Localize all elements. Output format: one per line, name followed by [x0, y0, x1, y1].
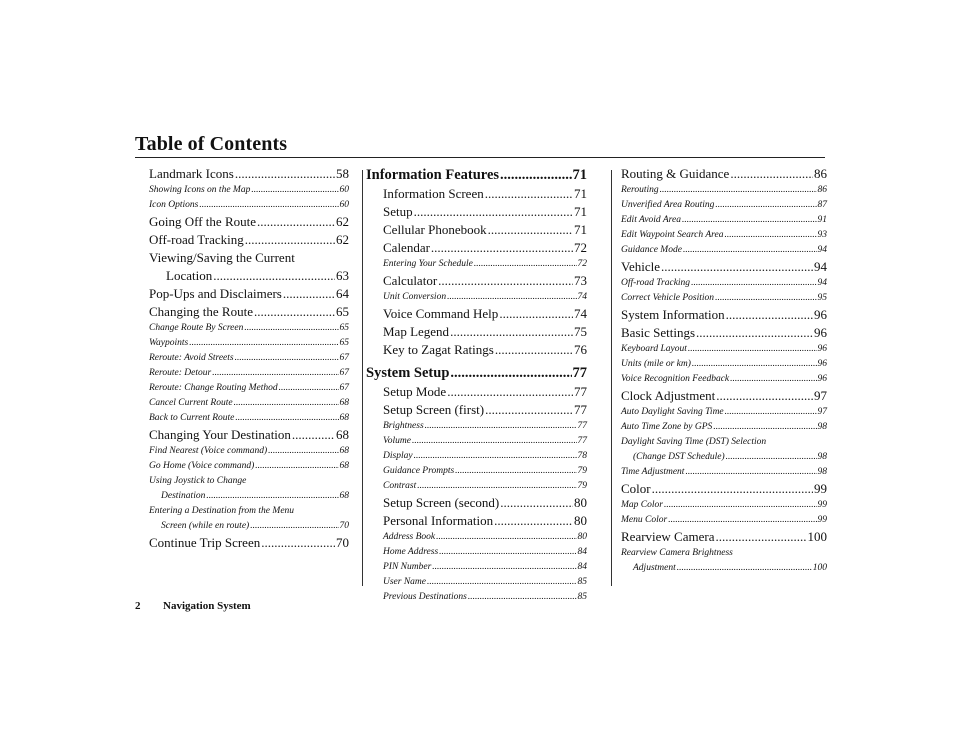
toc-subentry[interactable]: User Name ..... 85 [371, 575, 587, 590]
toc-entry[interactable]: Map Legend ..... 75 [371, 323, 587, 341]
toc-subentry[interactable]: Showing Icons on the Map ..... 60 [149, 183, 349, 198]
toc-subentry[interactable]: Go Home (Voice command) ..... 68 [149, 459, 349, 474]
toc-entry[interactable]: Cellular Phonebook ..... 71 [371, 221, 587, 239]
toc-entry[interactable]: Setup ..... 71 [371, 203, 587, 221]
toc-entry[interactable]: Landmark Icons ..... 58 [149, 165, 349, 183]
toc-subentry[interactable]: Units (mile or km) ..... 96 [621, 357, 827, 372]
toc-subentry[interactable]: Back to Current Route ..... 68 [149, 411, 349, 426]
toc-subentry[interactable]: Home Address ..... 84 [371, 545, 587, 560]
page-footer [135, 600, 251, 612]
toc-entry[interactable]: Voice Command Help ..... 74 [371, 305, 587, 323]
toc-subentry[interactable]: Reroute: Change Routing Method ..... 67 [149, 381, 349, 396]
toc-subentry[interactable]: Auto Time Zone by GPS ..... 98 [621, 420, 827, 435]
toc-subentry[interactable]: Edit Waypoint Search Area ..... 93 [621, 228, 827, 243]
toc-section-body [371, 185, 587, 359]
toc-entry[interactable]: Clock Adjustment ..... 97 [621, 387, 827, 405]
toc-subentry[interactable]: Cancel Current Route ..... 68 [149, 396, 349, 411]
page-title: Table of Contents [135, 133, 288, 155]
toc-entry[interactable]: Key to Zagat Ratings ..... 76 [371, 341, 587, 359]
toc-entry[interactable]: Changing Your Destination ..... 68 [149, 426, 349, 444]
toc-subentry[interactable]: Waypoints ..... 65 [149, 336, 349, 351]
toc-subentry[interactable]: Daylight Saving Time (DST) Selection [621, 437, 767, 447]
toc-subentry[interactable]: Unit Conversion ..... 74 [371, 290, 587, 305]
toc-subentry[interactable]: Unverified Area Routing ..... 87 [621, 198, 827, 213]
toc-subentry-continuation[interactable]: Adjustment ..... 100 [621, 561, 827, 576]
toc-entry[interactable]: Setup Screen (second) ..... 80 [371, 494, 587, 512]
column-divider [362, 170, 363, 586]
toc-subentry[interactable]: Address Book ..... 80 [371, 530, 587, 545]
footer-section-name: Navigation System [163, 600, 251, 612]
toc-subentry-continuation[interactable]: (Change DST Schedule) ..... 98 [621, 450, 827, 465]
toc-subentry[interactable]: Icon Options ..... 60 [149, 198, 349, 213]
toc-subentry[interactable]: Keyboard Layout ..... 96 [621, 342, 827, 357]
toc-subentry[interactable]: Display ..... 78 [371, 449, 587, 464]
toc-column-1 [149, 165, 349, 552]
toc-entry[interactable]: Basic Settings ..... 96 [621, 324, 827, 342]
toc-subentry[interactable]: Off-road Tracking ..... 94 [621, 276, 827, 291]
toc-entry[interactable]: System Information ..... 96 [621, 306, 827, 324]
toc-subentry[interactable]: Edit Avoid Area ..... 91 [621, 213, 827, 228]
toc-subentry[interactable]: Previous Destinations ..... 85 [371, 590, 587, 605]
toc-column-3 [621, 165, 827, 576]
toc-entry[interactable]: Off-road Tracking ..... 62 [149, 231, 349, 249]
toc-subentry[interactable]: Menu Color ..... 99 [621, 513, 827, 528]
title-rule [135, 157, 825, 158]
toc-entry[interactable]: Personal Information ..... 80 [371, 512, 587, 530]
toc-subentry-continuation[interactable]: Screen (while en route) ..... 70 [149, 519, 349, 534]
toc-subentry[interactable]: Entering a Destination from the Menu [149, 506, 295, 516]
toc-entry[interactable]: Going Off the Route ..... 62 [149, 213, 349, 231]
toc-entry[interactable]: Information Screen ..... 71 [371, 185, 587, 203]
toc-entry[interactable]: Calendar ..... 72 [371, 239, 587, 257]
toc-subentry[interactable]: Time Adjustment ..... 98 [621, 465, 827, 480]
toc-entry[interactable]: Routing & Guidance ..... 86 [621, 165, 827, 183]
page-number: 2 [135, 600, 141, 612]
toc-subentry[interactable]: Entering Your Schedule ..... 72 [371, 257, 587, 272]
toc-entry[interactable]: Changing the Route ..... 65 [149, 303, 349, 321]
toc-subentry[interactable]: Map Color ..... 99 [621, 498, 827, 513]
toc-subentry[interactable]: Volume ..... 77 [371, 434, 587, 449]
toc-entry[interactable]: Continue Trip Screen ..... 70 [149, 534, 349, 552]
toc-subentry[interactable]: Contrast ..... 79 [371, 479, 587, 494]
toc-subentry[interactable]: Reroute: Detour ..... 67 [149, 366, 349, 381]
toc-subentry[interactable]: Guidance Mode ..... 94 [621, 243, 827, 258]
toc-section-heading[interactable]: System Setup ..... 77 [366, 363, 587, 383]
toc-entry[interactable]: Color ..... 99 [621, 480, 827, 498]
toc-subentry[interactable]: Using Joystick to Change [149, 476, 247, 486]
toc-subentry[interactable]: Voice Recognition Feedback ..... 96 [621, 372, 827, 387]
toc-subentry[interactable]: Correct Vehicle Position ..... 95 [621, 291, 827, 306]
toc-subentry[interactable]: PIN Number ..... 84 [371, 560, 587, 575]
toc-entry[interactable]: Viewing/Saving the Current [149, 250, 295, 265]
toc-entry[interactable]: Setup Screen (first) ..... 77 [371, 401, 587, 419]
toc-entry-continuation[interactable]: Location ..... 63 [149, 267, 349, 285]
toc-entry[interactable]: Rearview Camera ..... 100 [621, 528, 827, 546]
toc-subentry[interactable]: Rerouting ..... 86 [621, 183, 827, 198]
toc-column-2 [366, 165, 587, 605]
toc-section-body [371, 383, 587, 605]
toc-subentry[interactable]: Change Route By Screen ..... 65 [149, 321, 349, 336]
toc-entry[interactable]: Vehicle ..... 94 [621, 258, 827, 276]
toc-section-heading[interactable]: Information Features ..... 71 [366, 165, 587, 185]
toc-subentry[interactable]: Guidance Prompts ..... 79 [371, 464, 587, 479]
toc-entry[interactable]: Calculator ..... 73 [371, 272, 587, 290]
toc-subentry[interactable]: Rearview Camera Brightness [621, 548, 733, 558]
toc-entry[interactable]: Pop-Ups and Disclaimers ..... 64 [149, 285, 349, 303]
toc-subentry[interactable]: Reroute: Avoid Streets ..... 67 [149, 351, 349, 366]
toc-subentry[interactable]: Brightness ..... 77 [371, 419, 587, 434]
toc-subentry-continuation[interactable]: Destination ..... 68 [149, 489, 349, 504]
column-divider [611, 170, 612, 586]
toc-subentry[interactable]: Find Nearest (Voice command) ..... 68 [149, 444, 349, 459]
toc-entry[interactable]: Setup Mode ..... 77 [371, 383, 587, 401]
toc-subentry[interactable]: Auto Daylight Saving Time ..... 97 [621, 405, 827, 420]
